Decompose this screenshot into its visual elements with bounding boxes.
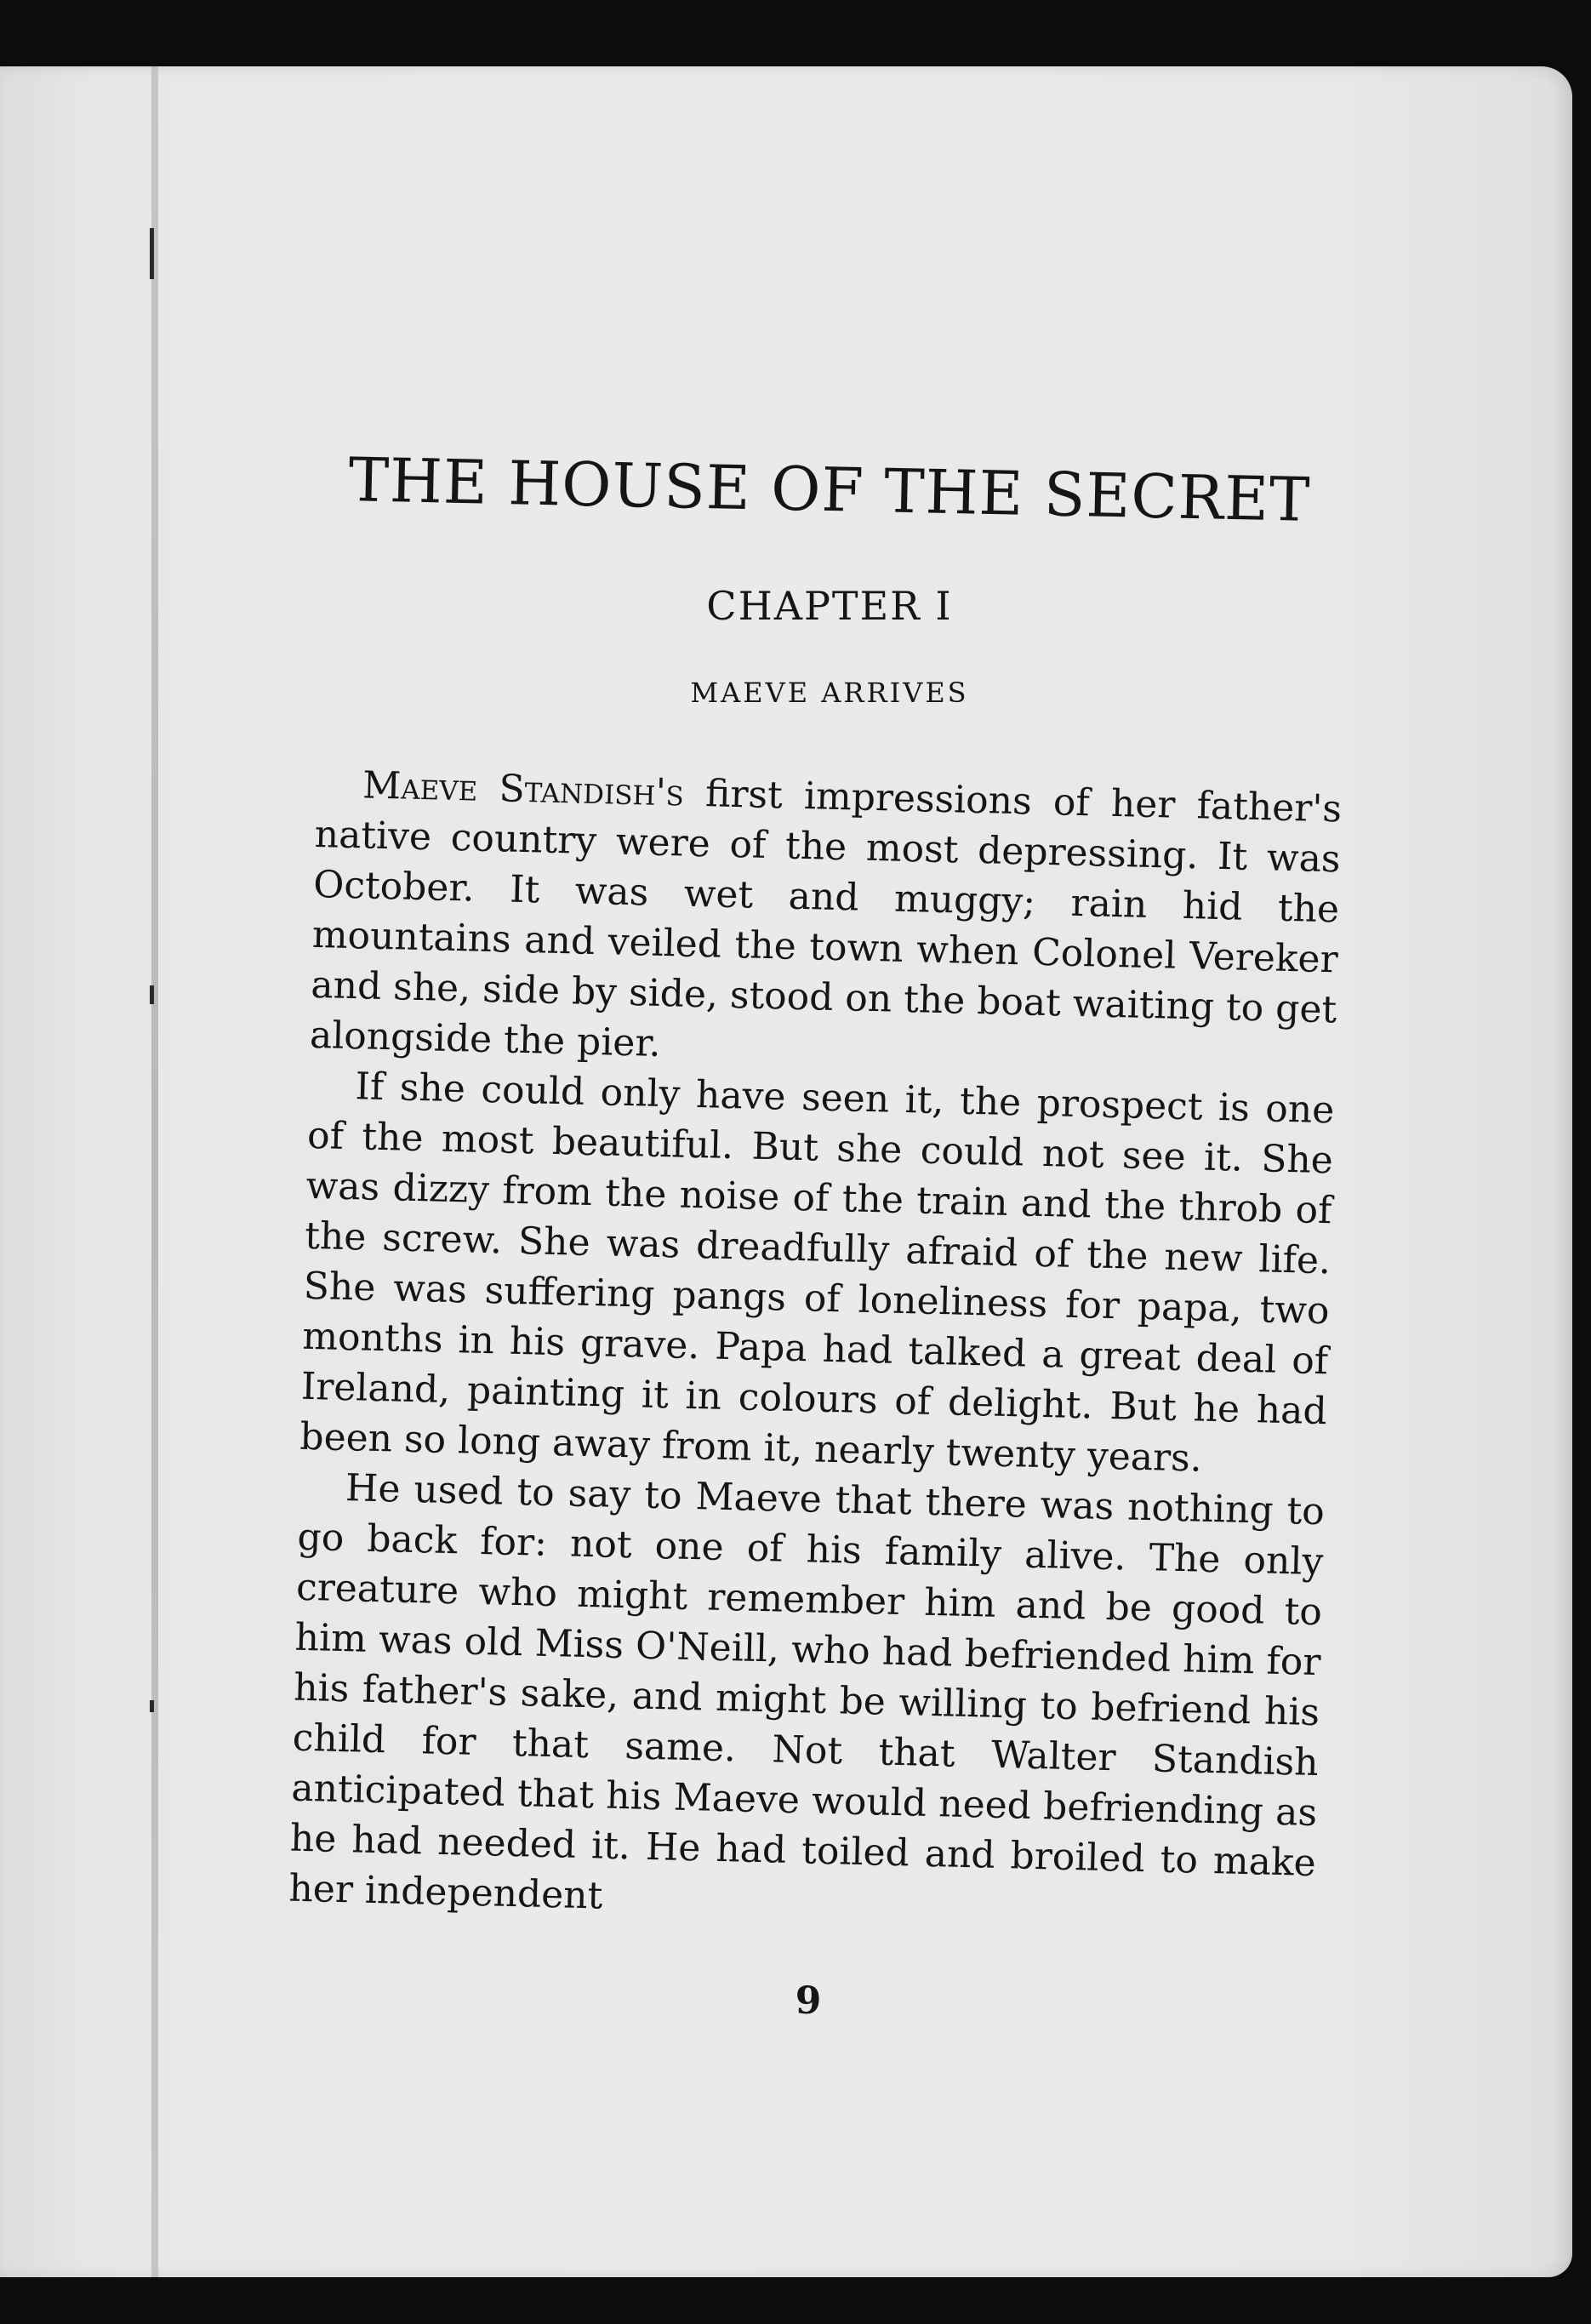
gutter-mark xyxy=(150,985,154,1004)
paragraph-text: first impressions of her father's native country were of the most depressing. It was October. It was wet and muggy; rain hid the mountains and veiled the town when Colonel Vereker and she, side by side, stood on the boat waiting to get alongside the pier. xyxy=(309,771,1343,1065)
paragraph-text: He used to say to Maeve that there was nothing to go back for: not one of his family alive. The only creature who might remember him and be good to him was old Miss O'Neill, who had befriended him for his father's sake, and might be willing to befriend his child for that same. Not that Walter Standish anticipated that his Maeve would need befriending as he had needed it. He had toiled and broiled to make her independent xyxy=(288,1466,1326,1918)
paragraph xyxy=(288,1462,1326,1939)
book-title: THE HOUSE OF THE SECRET xyxy=(347,444,1312,535)
binding-gutter xyxy=(151,66,158,2277)
paragraph xyxy=(299,1060,1335,1487)
page-content xyxy=(288,444,1343,1918)
page-number: 9 xyxy=(795,1979,822,2023)
gutter-mark xyxy=(150,1700,154,1712)
paragraph-text: If she could only have seen it, the prospect is one of the most beautiful. But she could not see it. She was dizzy from the noise of the train and the throb of the screw. She was dreadfully afraid of the new life. She was suffering pangs of loneliness for papa, two months in his grave. Papa had talked a great deal of Ireland, painting it in colours of delight. But he had been so long away from it, nearly twenty years. xyxy=(299,1065,1335,1481)
chapter-subtitle: MAEVE ARRIVES xyxy=(690,677,969,709)
chapter-heading: CHAPTER I xyxy=(706,583,953,629)
paragraph xyxy=(309,759,1342,1085)
opening-small-caps: Maeve Standish's xyxy=(362,763,685,815)
chapter-body xyxy=(288,759,1343,1939)
gutter-mark xyxy=(150,228,154,279)
